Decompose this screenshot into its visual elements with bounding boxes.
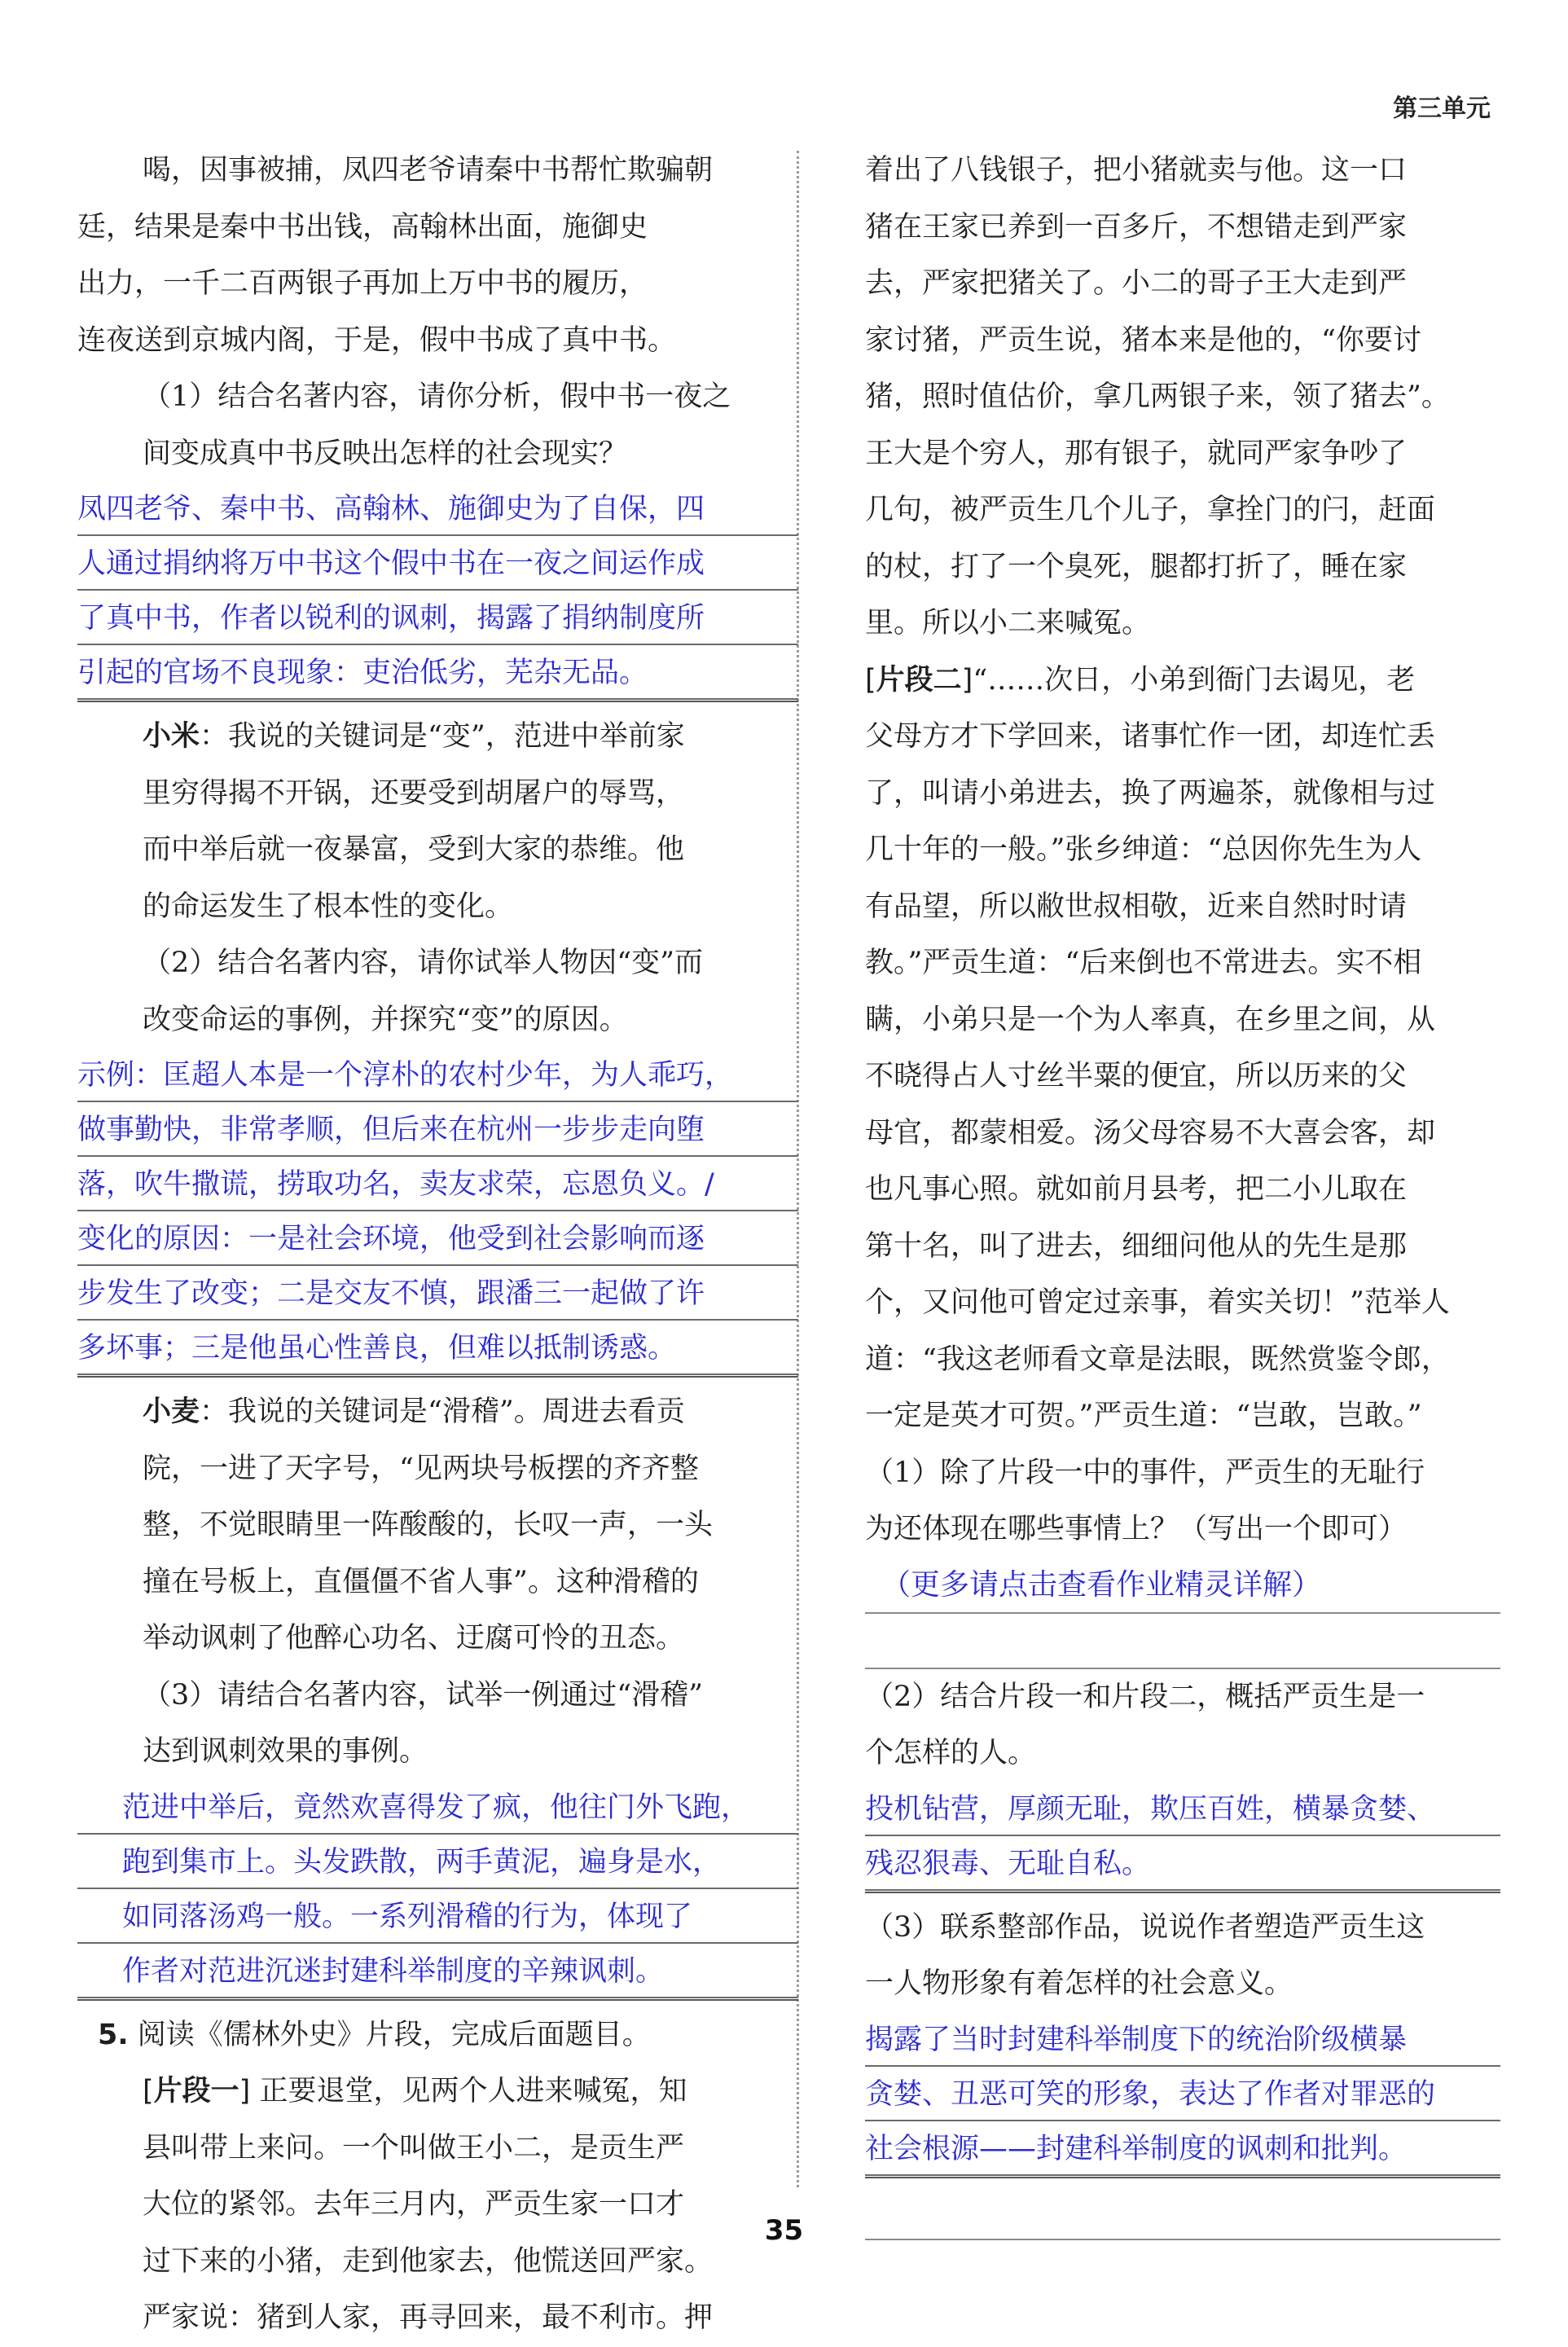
text-line: 撞在号板上，直僵僵不省人事”。这种滑稽的 — [143, 1565, 699, 1598]
text-span: ：我说的关键词是“滑稽”。周进去看贡 — [200, 1395, 685, 1428]
answer-line: 揭露了当时封建科举制度下的统治阶级横暴 — [865, 2023, 1408, 2056]
fragment-label-text: 片段二 — [876, 663, 962, 697]
answer-3 — [77, 1781, 798, 2001]
blank-answer-line — [865, 1614, 1500, 1669]
text-line: 父母方才下学回来，诸事忙作一团，却连忙丢 — [865, 720, 1436, 753]
text-line: 瞒，小弟只是一个为人率真，在乡里之间，从 — [865, 1003, 1436, 1036]
right-question-2 — [865, 1669, 1500, 1782]
left-column — [77, 143, 798, 2347]
answer-line: 多坏事；三是他虽心性善良，但难以抵制诱惑。 — [77, 1332, 677, 1365]
question-text: 个怎样的人。 — [865, 1737, 1037, 1769]
text-span: 阅读《儒林外史》片段，完成后面题目。 — [137, 2018, 651, 2051]
answer-line: 步发生了改变；二是交友不慎，跟潘三一起做了许 — [77, 1277, 705, 1310]
question-2 — [77, 935, 798, 1048]
text-line: 王大是个穷人，那有银子，就同严家争吵了 — [865, 437, 1408, 470]
text-line: 道：“我这老师看文章是法眼，既然赏鉴令郎， — [865, 1343, 1450, 1376]
text-line — [77, 1384, 798, 1441]
question-5 — [77, 2007, 798, 2064]
text-line: 去，严家把猪关了。小二的哥子王大走到严 — [865, 267, 1408, 300]
xiaomai-paragraph — [77, 1384, 798, 1668]
answer-line: 残忍狠毒、无耻自私。 — [865, 1847, 1151, 1880]
right-answer-2 — [865, 1782, 1500, 1893]
text-span: ：我说的关键词是“变”，范进中举前家 — [200, 720, 685, 753]
text-line: 一定是英才可贺。”严贡生道：“岂敢，岂敢。” — [865, 1400, 1422, 1432]
fragment-1 — [77, 2064, 798, 2347]
text-line: 了，叫请小弟进去，换了两遍茶，就像相与过 — [865, 776, 1436, 810]
question-text: （1）除了片段一中的事件，严贡生的无耻行 — [865, 1456, 1425, 1489]
text-line: 个，又问他可曾定过亲事，着实关切！”范举人 — [865, 1286, 1450, 1319]
answer-2 — [77, 1048, 798, 1378]
answer-line: 变化的原因：一是社会环境，他受到社会影响而逐 — [77, 1223, 705, 1255]
text-span: 正要退堂，见两个人进来喊冤，知 — [250, 2075, 687, 2107]
text-line: 而中举后就一夜暴富，受到大家的恭维。他 — [143, 833, 685, 866]
text-line: 喝，因事被捕，凤四老爷请秦中书帮忙欺骗朝 — [143, 154, 714, 187]
text-line: 家讨猪，严贡生说，猪本来是他的，“你要讨 — [865, 323, 1421, 357]
answer-line: 社会根源——封建科举制度的讽刺和批判。 — [865, 2132, 1408, 2165]
answer-1 — [77, 482, 798, 702]
text-line: 县叫带上来问。一个叫做王小二，是贡生严 — [143, 2131, 685, 2165]
fragment-2 — [865, 653, 1500, 1445]
text-line: 出力，一千二百两银子再加上万中书的履历， — [77, 267, 648, 300]
text-line: 过下来的小猪，走到他家去，他慌送回严家。 — [143, 2244, 714, 2278]
text-line — [865, 653, 1500, 710]
answer-line: 作者对范进沉迷封建科举制度的辛辣讽刺。 — [122, 1954, 665, 1988]
fragment-label-text: 片段一 — [153, 2075, 239, 2107]
text-line: 也凡事心照。就如前月县考，把二小儿取在 — [865, 1173, 1408, 1206]
answer-line: 落，吹牛撒谎，捞取功名，卖友求荣，忘恩负义。/ — [77, 1168, 714, 1201]
text-line: 的杖，打了一个臭死，腿都打折了，睡在家 — [865, 550, 1408, 583]
answer-line: 如同落汤鸡一般。一系列滑稽的行为，体现了 — [122, 1900, 693, 1933]
text-span: “……次日，小弟到衙门去谒见，老 — [973, 663, 1416, 697]
text-line: 严家说：猪到人家，再寻回来，最不利市。押 — [143, 2301, 714, 2334]
right-answer-3 — [865, 2013, 1500, 2178]
question-text: 为还体现在哪些事情上？（写出一个即可） — [865, 1513, 1408, 1545]
text-line: 举动讽刺了他醉心功名、迂腐可怜的丑态。 — [143, 1622, 685, 1655]
speaker-label: 小米 — [143, 720, 200, 753]
answer-line: 人通过捐纳将万中书这个假中书在一夜之间运作成 — [77, 547, 705, 580]
text-line: 第十名，叫了进去，细细问他从的先生是那 — [865, 1229, 1408, 1263]
text-line: 连夜送到京城内阁，于是，假中书成了真中书。 — [77, 323, 677, 357]
text-line: 里穷得揭不开锅，还要受到胡屠户的辱骂， — [143, 776, 685, 810]
fragment-label: [片段一] — [143, 2075, 251, 2107]
text-line: 的命运发生了根本性的变化。 — [143, 890, 514, 923]
xiaomi-paragraph — [77, 709, 798, 935]
right-question-3 — [865, 1900, 1500, 2013]
answer-line: 贪婪、丑恶可笑的形象，表达了作者对罪恶的 — [865, 2077, 1436, 2111]
answer-line: 引起的官场不良现象：吏治低劣，芜杂无品。 — [77, 657, 648, 689]
answer-line: 做事勤快，非常孝顺，但后来在杭州一步步走向堕 — [77, 1114, 705, 1146]
more-details-link[interactable]: （更多请点击查看作业精灵详解） — [865, 1558, 1500, 1614]
answer-line: 了真中书，作者以锐利的讽刺，揭露了捐纳制度所 — [77, 602, 705, 635]
question-text: （2）结合片段一和片段二，概括严贡生是一 — [865, 1680, 1425, 1713]
text-line: 母官，都蒙相爱。汤父母容易不大喜会客，却 — [865, 1116, 1436, 1149]
text-line: 院，一进了天字号，“见两块号板摆的齐齐整 — [143, 1452, 699, 1485]
question-text: （2）结合名著内容，请你试举人物因“变”而 — [143, 947, 704, 979]
answer-line: 跑到集市上。头发跌散，两手黄泥，遍身是水， — [122, 1845, 722, 1879]
question-text: （1）结合名著内容，请你分析，假中书一夜之 — [143, 380, 731, 413]
speaker-label: 小麦 — [143, 1395, 200, 1428]
reading-paragraph — [77, 143, 798, 369]
question-text: （3）请结合名著内容，试举一例通过“滑稽” — [143, 1678, 704, 1712]
question-text — [77, 2007, 798, 2064]
question-text: 一人物形象有着怎样的社会意义。 — [865, 1967, 1293, 2000]
text-line: 几句，被严贡生几个儿子，拿拴门的闩，赶面 — [865, 494, 1436, 526]
text-line: 着出了八钱银子，把小猪就卖与他。这一口 — [865, 154, 1408, 187]
text-line: 猪在王家已养到一百多斤，不想错走到严家 — [865, 210, 1408, 244]
text-line: 不晓得占人寸丝半粟的便宜，所以历来的父 — [865, 1060, 1408, 1092]
text-line: 几十年的一般。”张乡绅道：“总因你先生为人 — [865, 833, 1422, 866]
right-column — [865, 143, 1500, 2240]
text-line: 整，不觉眼睛里一阵酸酸的，长叹一声，一头 — [143, 1509, 714, 1541]
fragment-label: [片段二] — [865, 663, 973, 697]
right-question-1 — [865, 1445, 1500, 1558]
text-line — [77, 2064, 798, 2121]
text-line: 教。”严贡生道：“后来倒也不常进去。实不相 — [865, 947, 1422, 979]
text-line: 里。所以小二来喊冤。 — [865, 607, 1151, 639]
question-3 — [77, 1668, 798, 1781]
text-line: 大位的紧邻。去年三月内，严贡生家一口才 — [143, 2188, 685, 2221]
question-text: 改变命运的事例，并探究“变”的原因。 — [143, 1003, 628, 1036]
question-text: （3）联系整部作品，说说作者塑造严贡生这 — [865, 1910, 1425, 1944]
unit-header: 第三单元 — [1393, 94, 1491, 123]
answer-line: 示例：匡超人本是一个淳朴的农村少年，为人乖巧， — [77, 1059, 734, 1092]
page-number: 35 — [764, 2214, 804, 2247]
question-number: 5. — [98, 2018, 129, 2051]
text-line: 有品望，所以敝世叔相敬，近来自然时时请 — [865, 890, 1408, 923]
text-line: 猪，照时值估价，拿几两银子来，领了猪去”。 — [865, 380, 1450, 413]
question-text: 间变成真中书反映出怎样的社会现实？ — [143, 437, 628, 470]
fragment-1-continued — [865, 143, 1500, 653]
text-line — [77, 709, 798, 766]
answer-line: 凤四老爷、秦中书、高翰林、施御史为了自保，四 — [77, 493, 705, 525]
question-1 — [77, 369, 798, 482]
answer-line: 范进中举后，竟然欢喜得发了疯，他往门外飞跑， — [122, 1791, 750, 1824]
text-line: 廷，结果是秦中书出钱，高翰林出面，施御史 — [77, 210, 648, 244]
answer-line: 投机钻营，厚颜无耻，欺压百姓，横暴贪婪、 — [865, 1792, 1436, 1826]
question-text: 达到讽刺效果的事例。 — [143, 1735, 428, 1768]
